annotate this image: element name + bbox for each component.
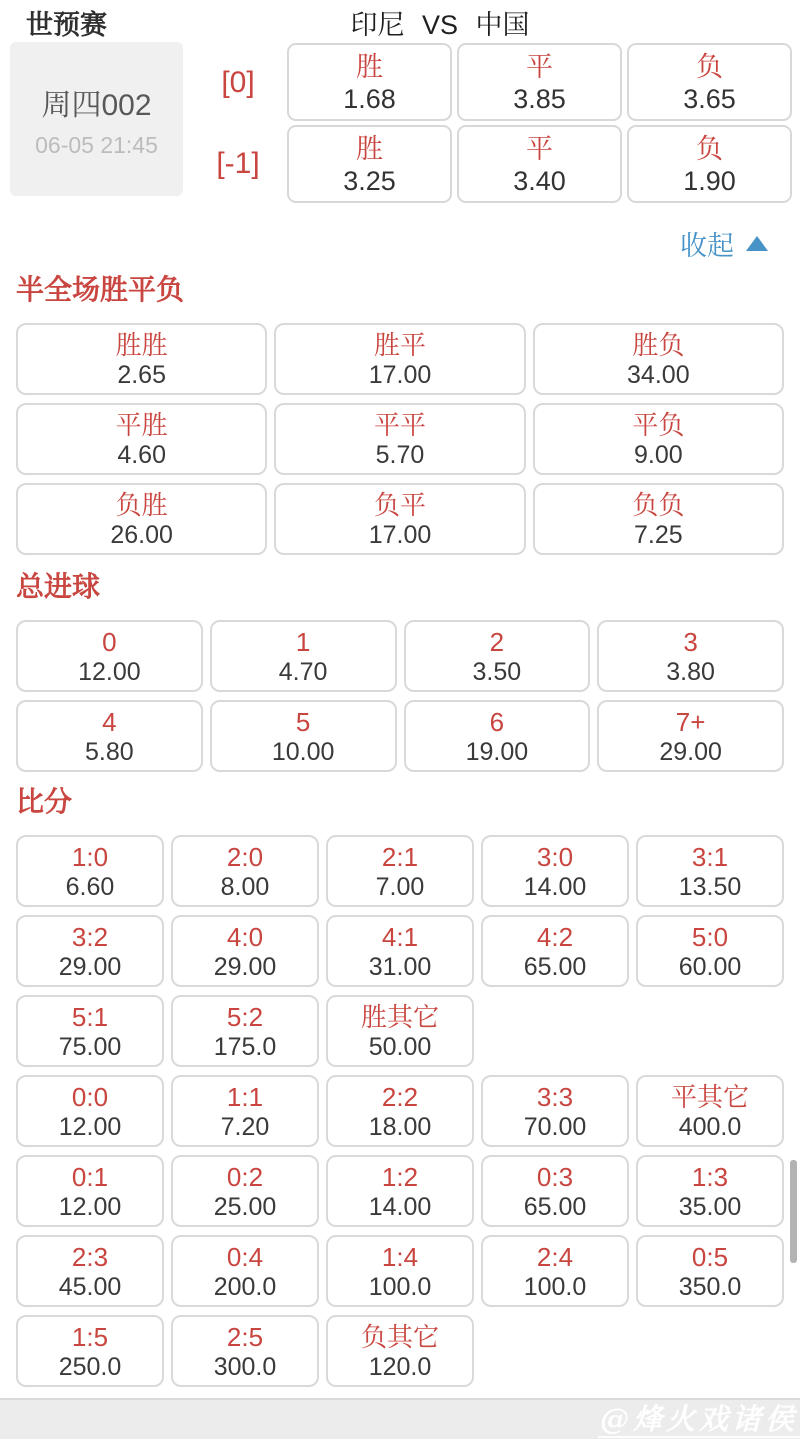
section-rows [16, 620, 784, 772]
odds-cell[interactable] [274, 483, 525, 555]
odds-value: 100.0 [368, 1272, 432, 1301]
odds-value: 7.00 [375, 872, 425, 901]
odds-value: 5.80 [85, 737, 134, 766]
odds-value: 65.00 [523, 952, 587, 981]
odds-value: 75.00 [58, 1032, 122, 1061]
odds-cell[interactable] [597, 620, 784, 692]
odds-label: 胜 [356, 133, 383, 164]
odds-value: 17.00 [368, 360, 432, 389]
odds-cell[interactable] [533, 323, 784, 395]
odds-label: 胜负 [632, 329, 685, 360]
odds-value: 14.00 [368, 1192, 432, 1221]
odds-label: 平 [526, 133, 553, 164]
odds-cell[interactable] [16, 403, 267, 475]
odds-cell[interactable] [16, 620, 203, 692]
match-title: 印尼 VS 中国 [350, 10, 530, 40]
odds-value: 2.65 [117, 360, 166, 389]
odds-label: 1:2 [381, 1161, 419, 1192]
odds-value: 1.68 [343, 83, 396, 114]
odds-label: 1:3 [691, 1161, 729, 1192]
odds-value: 29.00 [659, 737, 722, 766]
odds-cell[interactable] [16, 995, 164, 1067]
odds-row [16, 403, 784, 475]
odds-cell-lose[interactable] [627, 43, 792, 121]
odds-label: 负其它 [360, 1321, 439, 1352]
odds-value: 3.85 [513, 83, 566, 114]
odds-value: 18.00 [368, 1112, 432, 1141]
odds-value: 200.0 [213, 1272, 277, 1301]
odds-cell-win[interactable] [287, 125, 452, 203]
odds-cell-draw[interactable] [457, 43, 622, 121]
match-header-block [0, 0, 800, 212]
odds-value: 3.25 [343, 165, 396, 196]
odds-value: 29.00 [58, 952, 122, 981]
odds-cell[interactable] [16, 323, 267, 395]
odds-cell[interactable] [533, 483, 784, 555]
odds-value: 4.60 [117, 440, 166, 469]
odds-cell[interactable] [636, 1235, 784, 1307]
odds-cell[interactable] [171, 915, 319, 987]
odds-cell[interactable] [481, 835, 629, 907]
odds-label: 2:3 [71, 1241, 109, 1272]
odds-row [16, 995, 784, 1067]
odds-cell[interactable] [326, 835, 474, 907]
odds-cell[interactable] [171, 835, 319, 907]
odds-value: 14.00 [523, 872, 587, 901]
odds-cell[interactable] [636, 1155, 784, 1227]
odds-label: 0:0 [71, 1081, 109, 1112]
odds-label: 2:1 [381, 841, 419, 872]
odds-label: 2:0 [226, 841, 264, 872]
league-name: 世预赛 [26, 10, 107, 40]
match-datetime: 06-05 21:45 [35, 131, 158, 158]
section-title: 比分 [16, 786, 73, 817]
odds-row [16, 915, 784, 987]
odds-cell[interactable] [326, 1315, 474, 1387]
odds-row [16, 835, 784, 907]
odds-value: 400.0 [678, 1112, 742, 1141]
odds-cell[interactable] [171, 1155, 319, 1227]
odds-cell[interactable] [16, 835, 164, 907]
odds-label: 负 [696, 133, 723, 164]
odds-cell[interactable] [210, 700, 397, 772]
odds-row [16, 323, 784, 395]
odds-value: 3.65 [683, 83, 736, 114]
odds-value: 1.90 [683, 165, 736, 196]
odds-label: 3 [683, 626, 698, 657]
odds-value: 3.40 [513, 165, 566, 196]
odds-value: 70.00 [523, 1112, 587, 1141]
odds-label: 2:5 [226, 1321, 264, 1352]
odds-value: 175.0 [213, 1032, 277, 1061]
odds-value: 10.00 [271, 737, 335, 766]
odds-cell[interactable] [636, 835, 784, 907]
collapse-label: 收起 [680, 230, 734, 261]
odds-label: 平负 [632, 409, 685, 440]
odds-value: 7.25 [633, 520, 683, 549]
collapse-link[interactable] [0, 228, 800, 261]
odds-value: 350.0 [678, 1272, 742, 1301]
odds-label: 负负 [632, 489, 685, 520]
odds-label: 4:1 [381, 921, 419, 952]
odds-label: 胜平 [373, 329, 426, 360]
scrollbar-thumb[interactable] [790, 1160, 797, 1263]
odds-cell[interactable] [481, 915, 629, 987]
odds-label: 胜胜 [115, 329, 168, 360]
odds-label: 4:0 [226, 921, 264, 952]
odds-row [16, 1315, 784, 1387]
odds-value: 65.00 [523, 1192, 587, 1221]
handicap-odds-row-1 [287, 125, 792, 203]
odds-value: 3.50 [472, 657, 522, 686]
odds-label: 5:0 [691, 921, 729, 952]
odds-label: 平胜 [115, 409, 168, 440]
odds-cell[interactable] [326, 995, 474, 1067]
odds-label: 3:1 [691, 841, 729, 872]
odds-cell[interactable] [171, 995, 319, 1067]
odds-sections [0, 274, 800, 1387]
section-title: 半全场胜平负 [16, 274, 185, 305]
odds-cell[interactable] [16, 1315, 164, 1387]
odds-cell[interactable] [16, 483, 267, 555]
watermark-text: @烽火戏诸侯 [599, 1401, 798, 1436]
match-number: 周四002 [41, 88, 152, 122]
odds-label: 胜 [356, 51, 383, 82]
odds-value: 3.80 [666, 657, 715, 686]
odds-row [16, 1155, 784, 1227]
odds-label: 4:2 [536, 921, 574, 952]
odds-label: 平 [526, 51, 553, 82]
odds-label: 1:4 [381, 1241, 419, 1272]
odds-cell[interactable] [404, 620, 591, 692]
odds-cell[interactable] [171, 1315, 319, 1387]
odds-cell[interactable] [274, 323, 525, 395]
odds-cell[interactable] [636, 1075, 784, 1147]
odds-cell-win[interactable] [287, 43, 452, 121]
odds-label: 2 [489, 626, 505, 657]
handicap-value-0: [0] [221, 66, 255, 99]
odds-row [16, 1075, 784, 1147]
odds-label: 0 [102, 626, 117, 657]
odds-cell[interactable] [636, 915, 784, 987]
odds-label: 0:5 [691, 1241, 729, 1272]
odds-label: 5:1 [71, 1001, 109, 1032]
odds-value: 12.00 [58, 1112, 122, 1141]
odds-value: 60.00 [678, 952, 742, 981]
odds-cell[interactable] [326, 1235, 474, 1307]
odds-label: 1:0 [71, 841, 109, 872]
odds-label: 0:4 [226, 1241, 264, 1272]
odds-cell[interactable] [404, 700, 591, 772]
odds-value: 5.70 [375, 440, 425, 469]
odds-value: 6.60 [65, 872, 115, 901]
odds-cell[interactable] [16, 915, 164, 987]
chevron-up-icon [746, 236, 768, 251]
odds-label: 0:3 [536, 1161, 574, 1192]
odds-cell[interactable] [210, 620, 397, 692]
section-rows [16, 323, 784, 555]
odds-value: 12.00 [58, 1192, 122, 1221]
match-info-box [10, 42, 183, 196]
odds-value: 29.00 [213, 952, 277, 981]
odds-value: 250.0 [58, 1352, 122, 1381]
odds-value: 45.00 [58, 1272, 122, 1301]
odds-value: 120.0 [368, 1352, 432, 1381]
odds-label: 胜其它 [360, 1001, 439, 1032]
odds-value: 7.20 [220, 1112, 270, 1141]
odds-value: 4.70 [278, 657, 328, 686]
odds-label: 负胜 [115, 489, 168, 520]
odds-cell[interactable] [481, 1235, 629, 1307]
odds-label: 2:4 [536, 1241, 574, 1272]
odds-row [16, 1235, 784, 1307]
odds-cell[interactable] [16, 700, 203, 772]
odds-cell[interactable] [16, 1155, 164, 1227]
section-title: 总进球 [16, 571, 101, 602]
odds-value: 34.00 [627, 360, 690, 389]
section-half-full-result [0, 274, 800, 555]
odds-cell[interactable] [171, 1075, 319, 1147]
odds-label: 1:1 [226, 1081, 264, 1112]
odds-value: 9.00 [633, 440, 683, 469]
odds-label: 3:0 [536, 841, 574, 872]
odds-value: 26.00 [110, 520, 173, 549]
odds-value: 19.00 [465, 737, 529, 766]
odds-label: 1:5 [71, 1321, 109, 1352]
odds-value: 17.00 [368, 520, 432, 549]
odds-cell[interactable] [326, 915, 474, 987]
odds-label: 3:2 [71, 921, 109, 952]
odds-row [16, 483, 784, 555]
odds-value: 12.00 [78, 657, 141, 686]
section-total-goals [0, 571, 800, 772]
odds-label: 0:1 [71, 1161, 109, 1192]
odds-cell-lose[interactable] [627, 125, 792, 203]
odds-cell[interactable] [16, 1235, 164, 1307]
odds-value: 35.00 [678, 1192, 742, 1221]
odds-cell[interactable] [533, 403, 784, 475]
odds-label: 5 [295, 706, 311, 737]
odds-cell[interactable] [481, 1155, 629, 1227]
odds-cell[interactable] [274, 403, 525, 475]
section-correct-score [0, 786, 800, 1387]
odds-value: 13.50 [678, 872, 742, 901]
odds-label: 6 [489, 706, 505, 737]
odds-label: 3:3 [536, 1081, 574, 1112]
odds-label: 4 [102, 706, 117, 737]
odds-label: 1 [295, 626, 311, 657]
odds-label: 2:2 [381, 1081, 419, 1112]
odds-value: 100.0 [523, 1272, 587, 1301]
odds-cell-draw[interactable] [457, 125, 622, 203]
odds-value: 31.00 [368, 952, 432, 981]
section-rows [16, 835, 784, 1387]
odds-row [16, 700, 784, 772]
odds-label: 0:2 [226, 1161, 264, 1192]
odds-label: 平其它 [670, 1081, 749, 1112]
odds-row [16, 620, 784, 692]
odds-value: 300.0 [213, 1352, 277, 1381]
odds-value: 25.00 [213, 1192, 277, 1221]
odds-cell[interactable] [597, 700, 784, 772]
odds-cell[interactable] [481, 1075, 629, 1147]
odds-value: 8.00 [220, 872, 270, 901]
odds-label: 负平 [373, 489, 426, 520]
odds-cell[interactable] [326, 1155, 474, 1227]
odds-label: 平平 [373, 409, 426, 440]
handicap-odds-row-0 [287, 43, 792, 121]
odds-cell[interactable] [16, 1075, 164, 1147]
odds-label: 负 [696, 51, 723, 82]
odds-cell[interactable] [326, 1075, 474, 1147]
odds-value: 50.00 [368, 1032, 432, 1061]
odds-label: 7+ [675, 706, 706, 737]
footer-band [0, 1400, 800, 1439]
handicap-value-minus1: [-1] [216, 147, 260, 180]
odds-cell[interactable] [171, 1235, 319, 1307]
odds-label: 5:2 [226, 1001, 264, 1032]
